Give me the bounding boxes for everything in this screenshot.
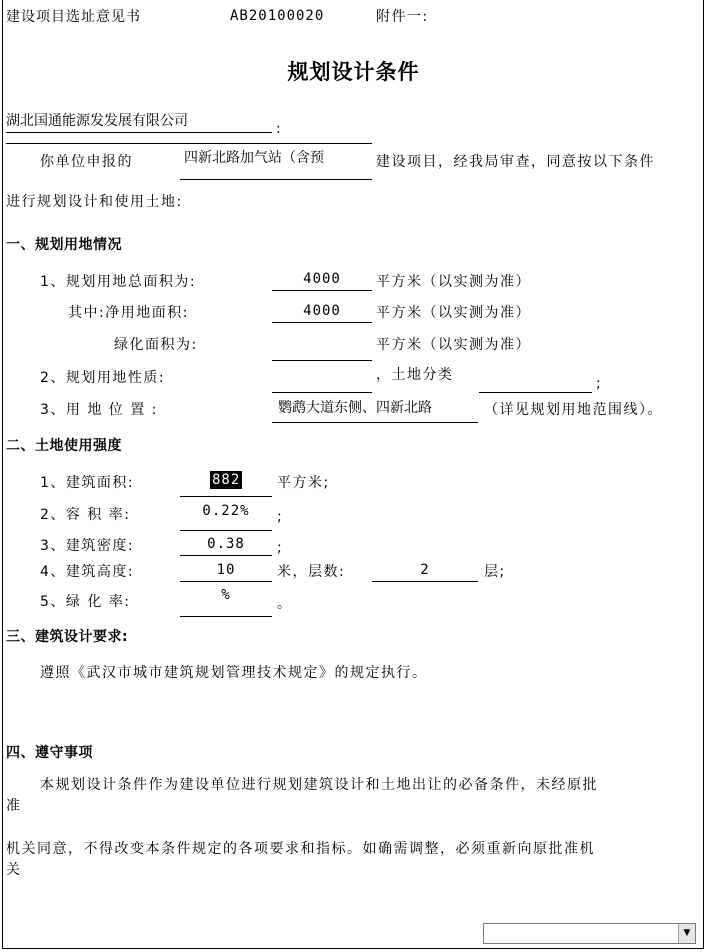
floors-unit: 层; — [484, 564, 506, 580]
section4-para2-wrap: 关 — [6, 862, 22, 878]
net-area-unit: 平方米（以实测为准） — [376, 305, 531, 321]
net-area-field: 4000 — [272, 302, 372, 323]
project-name: 四新北路加气站（含预 — [184, 150, 324, 166]
document-code: AB20100020 — [230, 8, 325, 24]
net-area-label: 其中:净用地面积: — [68, 305, 189, 321]
green-area-label: 绿化面积为: — [114, 337, 198, 353]
far-label: 2、容 积 率: — [40, 507, 131, 523]
intro-line2: 进行规划设计和使用土地: — [6, 194, 183, 210]
recipient-company: 湖北国通能源发发展有限公司 — [6, 113, 188, 129]
height-label: 4、建筑高度: — [40, 564, 135, 580]
building-area-unit: 平方米; — [277, 475, 330, 491]
section3-heading: 三、建筑设计要求: — [6, 629, 129, 645]
form-name: 建设项目选址意见书 — [6, 9, 141, 25]
intro-suffix: 建设项目，经我局审查，同意按以下条件 — [376, 154, 655, 170]
chevron-down-icon[interactable]: ▼ — [678, 924, 695, 943]
height-field: 10 — [180, 561, 272, 582]
green-ratio-end: 。 — [277, 596, 293, 612]
dropdown-select[interactable] — [483, 923, 696, 944]
location-field — [272, 398, 478, 423]
section3-text: 遵照《武汉市城市建筑规划管理技术规定》的规定执行。 — [40, 665, 428, 681]
project-name-field — [180, 146, 372, 180]
building-area-label: 1、建筑面积: — [40, 475, 135, 491]
green-ratio-label: 5、绿 化 率: — [40, 594, 131, 610]
page-title: 规划设计条件 — [287, 60, 420, 84]
attachment-label: 附件一: — [376, 9, 429, 25]
intro-top-rule — [6, 143, 372, 144]
total-area-field: 4000 — [272, 270, 372, 291]
green-ratio-field: % — [180, 586, 272, 617]
far-field: 0.22% — [180, 502, 272, 531]
total-area-unit: 平方米（以实测为准） — [376, 274, 531, 290]
land-class-field — [479, 372, 592, 393]
location-label: 3、用 地 位 置 : — [40, 402, 158, 418]
building-area-value: 882 — [212, 472, 241, 488]
floors-field: 2 — [372, 561, 478, 582]
density-field: 0.38 — [180, 535, 272, 556]
density-label: 3、建筑密度: — [40, 538, 135, 554]
intro-prefix: 你单位申报的 — [40, 154, 133, 170]
land-nature-label: 2、规划用地性质: — [40, 370, 166, 386]
total-area-label: 1、规划用地总面积为: — [40, 274, 197, 290]
height-unit: 米，层数: — [277, 564, 346, 580]
land-class-label: ，土地分类 — [376, 367, 454, 383]
green-area-field — [272, 340, 372, 361]
green-area-unit: 平方米（以实测为准） — [376, 337, 531, 353]
density-end: ; — [277, 540, 284, 556]
building-area-field — [180, 470, 272, 497]
section4-para1: 本规划设计条件作为建设单位进行规划建筑设计和土地出让的必备条件，未经原批 — [40, 777, 598, 793]
recipient-colon: : — [276, 121, 283, 137]
land-class-end: ; — [596, 376, 603, 392]
location-suffix: （详见规划用地范围线）。 — [484, 402, 663, 418]
section4-para2: 机关同意，不得改变本条件规定的各项要求和指标。如确需调整，必须重新向原批准机 — [6, 841, 595, 857]
land-nature-field — [272, 372, 372, 393]
far-end: ; — [277, 509, 284, 525]
section4-heading: 四、遵守事项 — [6, 745, 93, 761]
section4-para1-wrap: 准 — [6, 798, 22, 814]
section1-heading: 一、规划用地情况 — [6, 237, 122, 253]
location-value: 鹦鹉大道东侧、四新北路 — [278, 400, 432, 416]
section2-heading: 二、土地使用强度 — [6, 438, 122, 454]
recipient-company-field — [6, 112, 272, 133]
